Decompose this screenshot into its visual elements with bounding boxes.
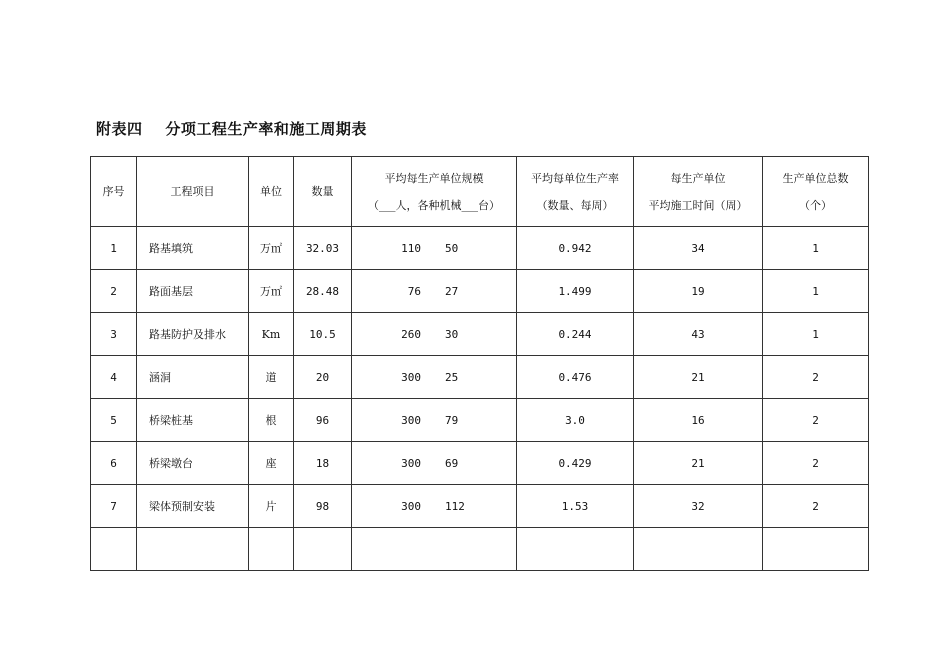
header-scale	[352, 157, 517, 227]
cell-rate: 0.429	[517, 442, 634, 485]
cell-qty: 10.5	[294, 313, 352, 356]
cell-machines: 69	[445, 456, 459, 470]
header-scale-line2: （___人，各种机械___台）	[368, 198, 500, 212]
cell-qty: 96	[294, 399, 352, 442]
cell-qty: 32.03	[294, 227, 352, 270]
cell-scale	[352, 485, 517, 528]
table-row	[91, 356, 869, 399]
cell-item: 涵洞	[137, 356, 249, 399]
cell-rate: 1.53	[517, 485, 634, 528]
cell-total: 2	[763, 442, 869, 485]
cell-machines: 27	[445, 284, 459, 298]
cell-qty: 28.48	[294, 270, 352, 313]
cell-unit: 根	[249, 399, 294, 442]
cell-total: 1	[763, 270, 869, 313]
cell-people: 300	[401, 413, 421, 427]
header-item: 工程项目	[137, 157, 249, 227]
table-row	[91, 485, 869, 528]
cell-unit: 万㎡	[249, 227, 294, 270]
cell-machines: 79	[445, 413, 459, 427]
cell-item: 梁体预制安装	[137, 485, 249, 528]
cell-seq: 6	[91, 442, 137, 485]
cell-total: 1	[763, 227, 869, 270]
header-total-line2: （个）	[799, 198, 832, 212]
header-unit: 单位	[249, 157, 294, 227]
table-row-empty	[91, 528, 869, 571]
cell-people: 300	[401, 499, 421, 513]
table-row	[91, 399, 869, 442]
empty-cell	[517, 528, 634, 571]
cell-unit: 万㎡	[249, 270, 294, 313]
cell-item: 路基填筑	[137, 227, 249, 270]
cell-people: 300	[401, 370, 421, 384]
cell-people: 260	[401, 327, 421, 341]
cell-machines: 30	[445, 327, 459, 341]
table-row	[91, 442, 869, 485]
header-scale-line1: 平均每生产单位规模	[384, 171, 484, 185]
cell-machines: 25	[445, 370, 459, 384]
cell-period: 34	[634, 227, 763, 270]
cell-item: 路基防护及排水	[137, 313, 249, 356]
cell-qty: 20	[294, 356, 352, 399]
header-qty: 数量	[294, 157, 352, 227]
cell-period: 21	[634, 356, 763, 399]
empty-cell	[137, 528, 249, 571]
empty-cell	[634, 528, 763, 571]
header-seq: 序号	[91, 157, 137, 227]
empty-cell	[763, 528, 869, 571]
cell-qty: 98	[294, 485, 352, 528]
cell-seq: 5	[91, 399, 137, 442]
header-total-line1: 生产单位总数	[782, 171, 849, 185]
header-rate-line1: 平均每单位生产率	[531, 171, 619, 185]
table-row	[91, 270, 869, 313]
cell-scale	[352, 313, 517, 356]
cell-unit: 道	[249, 356, 294, 399]
cell-rate: 0.476	[517, 356, 634, 399]
empty-cell	[91, 528, 137, 571]
cell-period: 43	[634, 313, 763, 356]
cell-people: 76	[407, 284, 421, 298]
cell-seq: 2	[91, 270, 137, 313]
cell-period: 21	[634, 442, 763, 485]
table-row	[91, 227, 869, 270]
document-title: 附表四 分项工程生产率和施工周期表	[96, 120, 367, 138]
empty-cell	[352, 528, 517, 571]
cell-rate: 0.942	[517, 227, 634, 270]
cell-unit: 座	[249, 442, 294, 485]
cell-rate: 0.244	[517, 313, 634, 356]
header-rate-line2: （数量、每周）	[536, 198, 614, 212]
cell-seq: 7	[91, 485, 137, 528]
cell-scale	[352, 399, 517, 442]
cell-total: 2	[763, 356, 869, 399]
cell-rate: 1.499	[517, 270, 634, 313]
cell-unit: Km	[249, 313, 294, 356]
cell-qty: 18	[294, 442, 352, 485]
cell-machines: 50	[445, 241, 459, 255]
cell-scale	[352, 270, 517, 313]
cell-total: 2	[763, 399, 869, 442]
cell-item: 路面基层	[137, 270, 249, 313]
cell-item: 桥梁桩基	[137, 399, 249, 442]
header-period	[634, 157, 763, 227]
cell-period: 19	[634, 270, 763, 313]
cell-rate: 3.0	[517, 399, 634, 442]
header-rate	[517, 157, 634, 227]
cell-unit: 片	[249, 485, 294, 528]
cell-machines: 112	[445, 499, 465, 513]
header-row	[91, 157, 869, 227]
cell-scale	[352, 442, 517, 485]
header-period-line1: 每生产单位	[670, 171, 726, 185]
cell-period: 32	[634, 485, 763, 528]
cell-scale	[352, 227, 517, 270]
cell-period: 16	[634, 399, 763, 442]
table-row	[91, 313, 869, 356]
cell-seq: 3	[91, 313, 137, 356]
empty-cell	[294, 528, 352, 571]
cell-item: 桥梁墩台	[137, 442, 249, 485]
header-period-line2: 平均施工时间（周）	[648, 198, 748, 212]
cell-total: 2	[763, 485, 869, 528]
cell-scale	[352, 356, 517, 399]
cell-total: 1	[763, 313, 869, 356]
empty-cell	[249, 528, 294, 571]
cell-seq: 4	[91, 356, 137, 399]
productivity-table	[90, 156, 869, 571]
header-total	[763, 157, 869, 227]
cell-seq: 1	[91, 227, 137, 270]
cell-people: 300	[401, 456, 421, 470]
cell-people: 110	[401, 241, 421, 255]
